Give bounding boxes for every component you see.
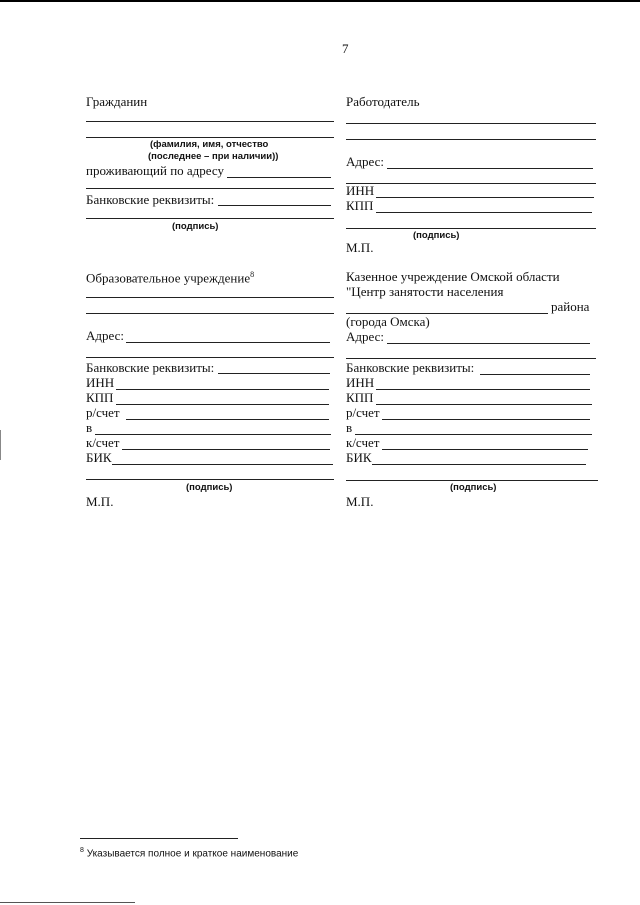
edu-v-line[interactable] bbox=[95, 434, 331, 435]
citizen-fio-caption-1: (фамилия, имя, отчество bbox=[150, 139, 269, 150]
center-bik-label: БИК bbox=[346, 450, 372, 465]
edu-bik-line[interactable] bbox=[112, 464, 333, 465]
center-inn-label: ИНН bbox=[346, 375, 375, 390]
center-city: (города Омска) bbox=[346, 314, 430, 329]
scan-edge-mark bbox=[0, 430, 1, 460]
center-ks-label: к/счет bbox=[346, 435, 380, 450]
citizen-bank-line[interactable] bbox=[218, 205, 331, 206]
center-bank-line[interactable] bbox=[480, 374, 590, 375]
center-signature-line[interactable] bbox=[346, 480, 598, 481]
footnote-text: Указывается полное и краткое наименование bbox=[86, 848, 299, 860]
citizen-address-line[interactable] bbox=[227, 177, 331, 178]
citizen-address-line-2[interactable] bbox=[86, 188, 334, 189]
center-v-line[interactable] bbox=[355, 434, 592, 435]
edu-name-line-2[interactable] bbox=[86, 313, 334, 314]
edu-address-label: Адрес: bbox=[86, 328, 124, 343]
edu-bik-label: БИК bbox=[86, 450, 112, 465]
center-rayona: района bbox=[551, 299, 590, 314]
edu-v-label: в bbox=[86, 420, 93, 435]
citizen-signature-caption: (подпись) bbox=[172, 221, 219, 232]
center-rs-line[interactable] bbox=[382, 419, 590, 420]
employer-mp: М.П. bbox=[346, 240, 374, 255]
edu-name-line-1[interactable] bbox=[86, 297, 334, 298]
center-signature-caption: (подпись) bbox=[450, 482, 497, 493]
citizen-fio-line-2[interactable] bbox=[86, 137, 334, 138]
center-ks-line[interactable] bbox=[382, 449, 588, 450]
center-rs-label: р/счет bbox=[346, 405, 380, 420]
citizen-signature-line[interactable] bbox=[86, 218, 334, 219]
employer-inn-label: ИНН bbox=[346, 183, 375, 198]
footnote bbox=[80, 845, 298, 859]
center-v-label: в bbox=[346, 420, 353, 435]
employer-kpp-line[interactable] bbox=[376, 212, 592, 213]
employer-heading: Работодатель bbox=[346, 94, 420, 109]
citizen-residing-label: проживающий по адресу bbox=[86, 163, 224, 178]
footnote-mark: 8 bbox=[80, 847, 84, 854]
citizen-bank-label: Банковские реквизиты: bbox=[86, 192, 215, 207]
edu-inn-label: ИНН bbox=[86, 375, 115, 390]
edu-ks-label: к/счет bbox=[86, 435, 120, 450]
edu-address-line[interactable] bbox=[126, 342, 330, 343]
center-address-line[interactable] bbox=[387, 343, 590, 344]
citizen-heading: Гражданин bbox=[86, 94, 148, 109]
edu-bank-line[interactable] bbox=[218, 373, 330, 374]
center-bik-line[interactable] bbox=[372, 464, 586, 465]
page-number: 7 bbox=[342, 41, 349, 56]
citizen-fio-caption-2: (последнее – при наличии)) bbox=[148, 151, 279, 162]
footnote-separator bbox=[80, 838, 238, 839]
citizen-fio-line-1[interactable] bbox=[86, 121, 334, 122]
center-mp: М.П. bbox=[346, 494, 374, 509]
center-inn-line[interactable] bbox=[376, 389, 590, 390]
center-address-line-2[interactable] bbox=[346, 358, 596, 359]
edu-ks-line[interactable] bbox=[122, 449, 330, 450]
edu-signature-line[interactable] bbox=[86, 479, 334, 480]
edu-address-line-2[interactable] bbox=[86, 357, 334, 358]
center-bank-label: Банковские реквизиты: bbox=[346, 360, 475, 375]
center-kpp-label: КПП bbox=[346, 390, 374, 405]
edu-rs-label: р/счет bbox=[86, 405, 120, 420]
edu-bank-label: Банковские реквизиты: bbox=[86, 360, 215, 375]
edu-heading: Образовательное учреждение$^8$ bbox=[86, 270, 255, 286]
center-heading-1: Казенное учреждение Омской области bbox=[346, 269, 560, 284]
employer-signature-caption: (подпись) bbox=[413, 230, 460, 241]
employer-kpp-label: КПП bbox=[346, 198, 374, 213]
edu-signature-caption: (подпись) bbox=[186, 482, 233, 493]
edu-inn-line[interactable] bbox=[116, 389, 329, 390]
center-heading-2: "Центр занятости населения bbox=[346, 284, 504, 299]
employer-address-line[interactable] bbox=[387, 168, 593, 169]
employer-address-label: Адрес: bbox=[346, 154, 384, 169]
footnote-ref: 8 bbox=[250, 270, 255, 279]
employer-signature-line[interactable] bbox=[346, 228, 596, 229]
edu-mp: М.П. bbox=[86, 494, 114, 509]
center-address-label: Адрес: bbox=[346, 329, 384, 344]
scan-bottom-mark bbox=[0, 902, 135, 903]
employer-name-line-1[interactable] bbox=[346, 123, 596, 124]
edu-rs-line[interactable] bbox=[126, 419, 329, 420]
employer-name-line-2[interactable] bbox=[346, 139, 596, 140]
edu-kpp-line[interactable] bbox=[116, 404, 329, 405]
center-kpp-line[interactable] bbox=[376, 404, 592, 405]
employer-address-line-2[interactable] bbox=[346, 183, 596, 184]
edu-kpp-label: КПП bbox=[86, 390, 114, 405]
page-top-edge bbox=[0, 0, 640, 2]
employer-inn-line[interactable] bbox=[376, 197, 594, 198]
